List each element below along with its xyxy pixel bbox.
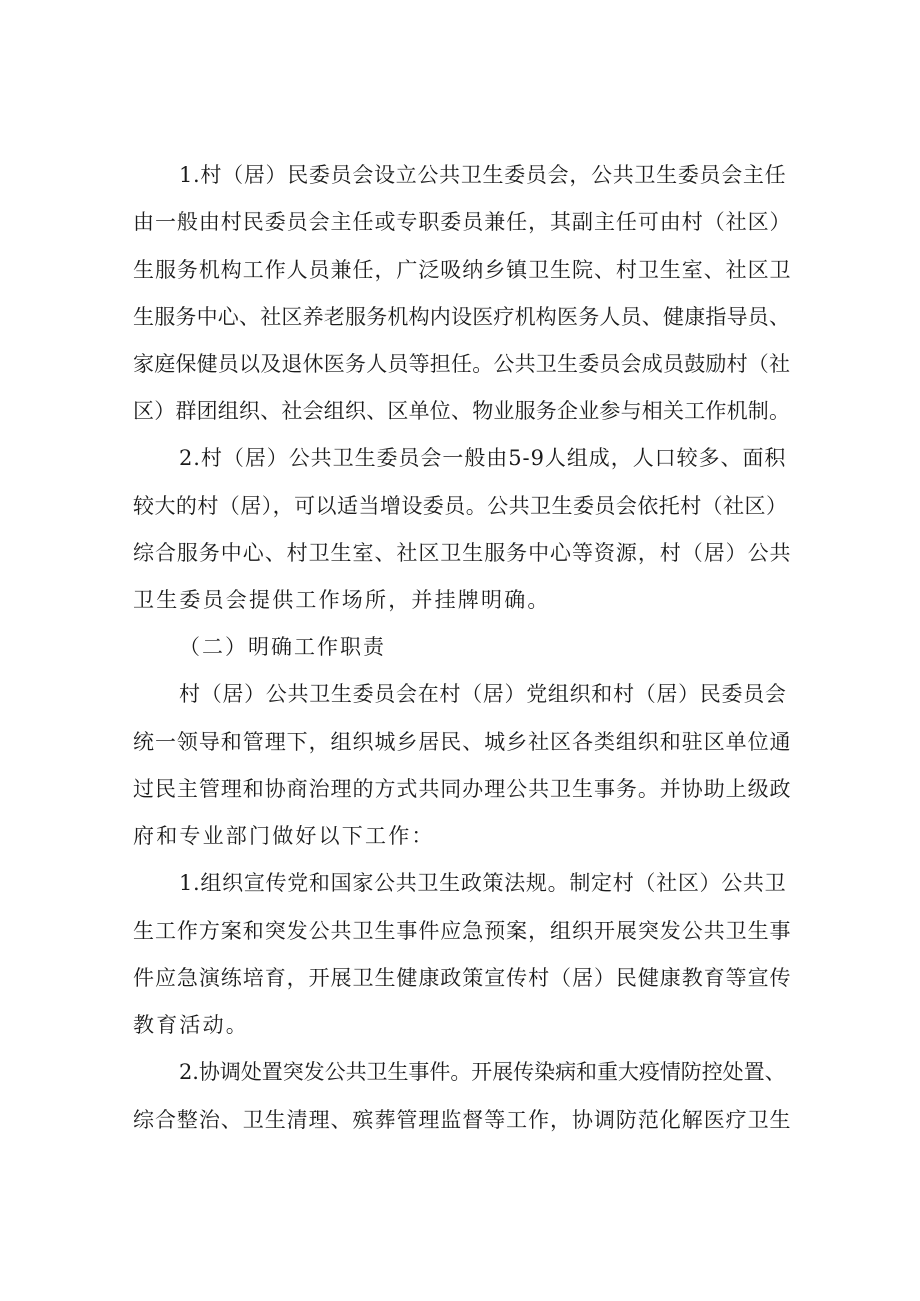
paragraph-4-line-1: 1.组织宣传党和国家公共卫生政策法规。制定村（社区）公共卫 [179,871,787,895]
paragraph-3-line-3: 过民主管理和协商治理的方式共同办理公共卫生事务。并协助上级政 [133,777,792,801]
paragraph-5-line-2: 综合整治、卫生清理、殡葬管理监督等工作，协调防范化解医疗卫生 [133,1108,792,1132]
paragraph-5-line-1: 2.协调处置突发公共卫生事件。开展传染病和重大疫情防控处置、 [179,1060,786,1084]
section-heading: （二）明确工作职责 [179,635,386,659]
paragraph-1-line-6: 区）群团组织、社会组织、区单位、物业服务企业参与相关工作机制。 [133,399,791,423]
paragraph-2-line-3: 综合服务中心、村卫生室、社区卫生服务中心等资源，村（居）公共 [133,541,792,565]
paragraph-2-line-4: 卫生委员会提供工作场所，并挂牌明确。 [133,588,551,612]
paragraph-2-line-2: 较大的村（居），可以适当增设委员。公共卫生委员会依托村（社区） [133,494,788,518]
paragraph-1-line-4: 生服务中心、社区养老服务机构内设医疗机构医务人员、健康指导员、 [133,305,791,329]
paragraph-3-line-2: 统一领导和管理下，组织城乡居民、城乡社区各类组织和驻区单位通 [133,730,792,754]
paragraph-1-line-2: 由一般由村民委员会主任或专职委员兼任，其副主任可由村（社区） [133,210,792,234]
paragraph-1-line-3: 生服务机构工作人员兼任，广泛吸纳乡镇卫生院、村卫生室、社区卫 [133,258,792,282]
paragraph-1-line-1: 1.村（居）民委员会设立公共卫生委员会，公共卫生委员会主任 [179,163,787,187]
paragraph-1-line-5: 家庭保健员以及退休医务人员等担任。公共卫生委员会成员鼓励村（社 [133,352,791,376]
paragraph-3-line-4: 府和专业部门做好以下工作： [133,824,435,848]
paragraph-3-line-1: 村（居）公共卫生委员会在村（居）党组织和村（居）民委员会 [179,682,787,706]
paragraph-4-line-2: 生工作方案和突发公共卫生事件应急预案，组织开展突发公共卫生事 [133,919,792,943]
paragraph-4-line-3: 件应急演练培育，开展卫生健康政策宣传村（居）民健康教育等宣传 [133,966,792,990]
paragraph-4-line-4: 教育活动。 [133,1013,249,1037]
paragraph-2-line-1: 2.村（居）公共卫生委员会一般由5-9人组成，人口较多、面积 [179,446,787,470]
